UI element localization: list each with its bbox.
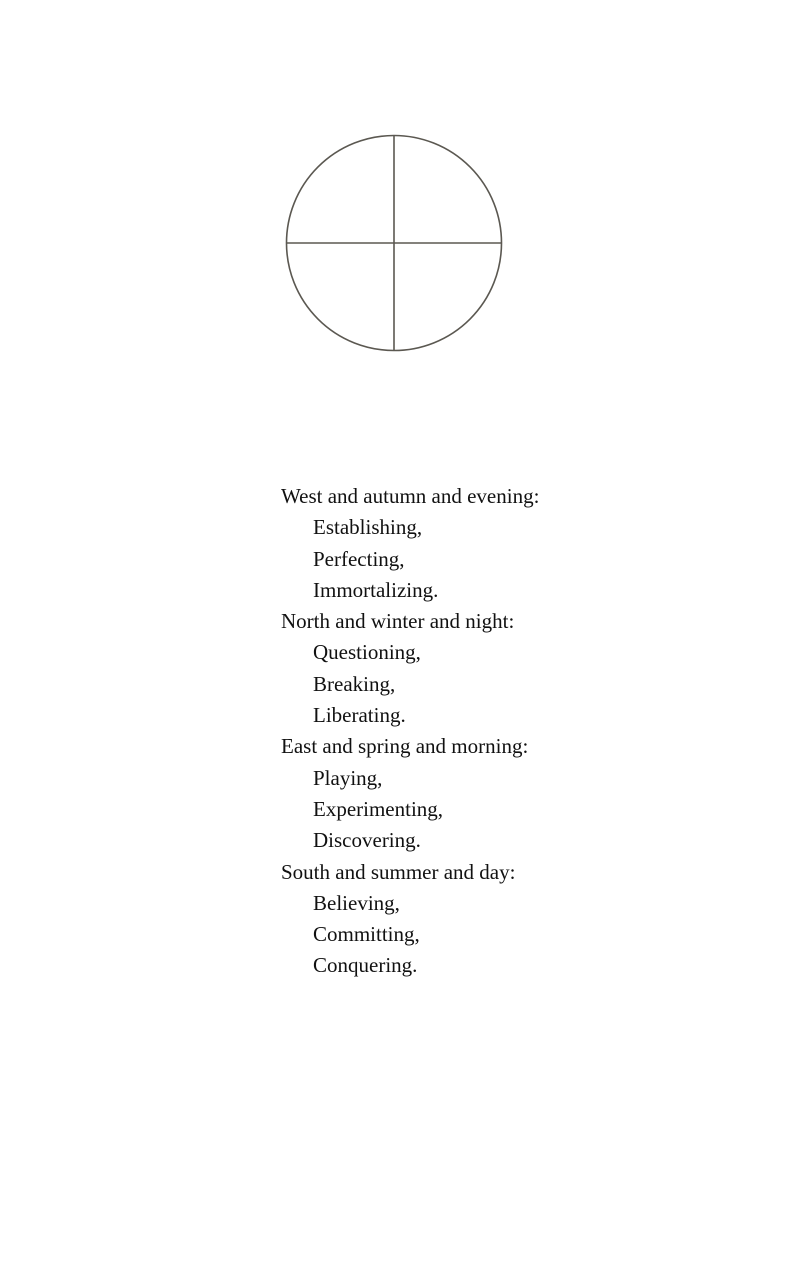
quartered-circle-icon: [284, 133, 504, 353]
stanza-heading: West and autumn and evening:: [281, 484, 540, 508]
stanza-line: Perfecting,: [313, 546, 405, 571]
stanza-line: Discovering.: [313, 828, 421, 853]
stanza-heading: South and summer and day:: [281, 859, 516, 884]
stanza-heading: North and winter and night:: [281, 609, 515, 634]
stanza-line: Experimenting,: [313, 796, 444, 821]
stanza-line: Breaking,: [313, 671, 396, 696]
stanza-line: Immortalizing.: [313, 577, 439, 602]
stanza-east: [281, 731, 761, 856]
stanza-line: Believing,: [313, 890, 400, 915]
stanza-line: Liberating.: [313, 703, 406, 728]
stanza-line: Questioning,: [313, 640, 421, 665]
stanza-west: [281, 481, 761, 606]
stanza-line: Playing,: [313, 765, 383, 790]
stanza-line: Committing,: [313, 922, 420, 947]
verse: [281, 481, 761, 982]
stanza-line: Conquering.: [313, 953, 418, 978]
stanza-north: [281, 606, 761, 731]
stanza-heading: East and spring and morning:: [281, 734, 529, 759]
stanza-line: Establishing,: [313, 515, 423, 540]
stanza-south: [281, 857, 761, 982]
